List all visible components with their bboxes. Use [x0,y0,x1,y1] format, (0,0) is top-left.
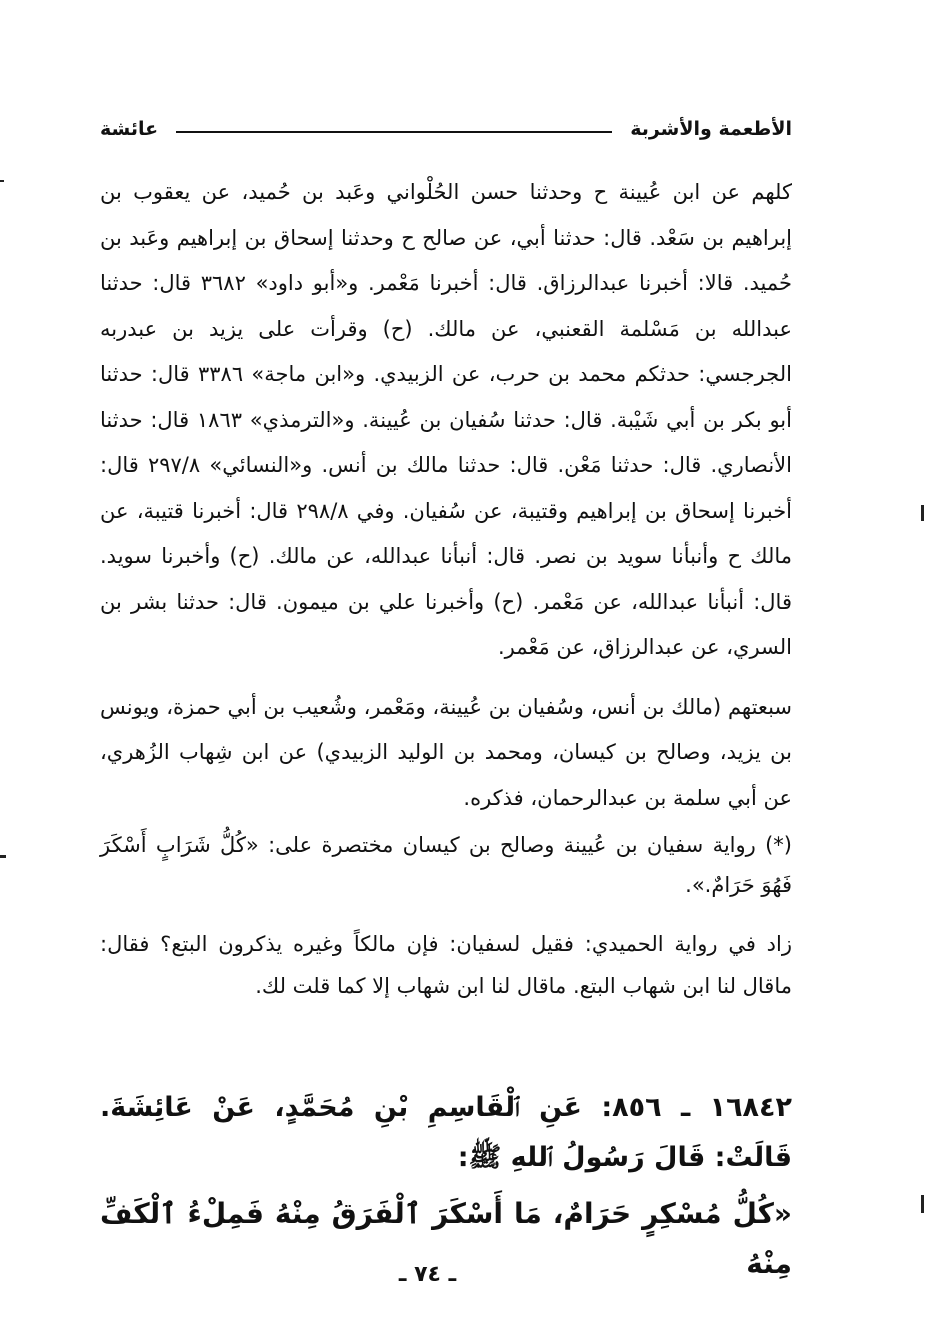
hadith-block [100,1083,792,1289]
takhrij-paragraph: كلهم عن ابن عُيينة ح وحدثنا حسن الحُلْواني وعَبد بن حُميد، عن يعقوب بن إبراهيم بن سَعْد. قال: حدثنا أبي، عن صالح ح وحدثنا إسحاق بن إبراهيم وعَبد بن حُميد. قالا: أخبرنا عبدالرزاق. قال: أخبرنا مَعْمر. و«أبو داود» ٣٦٨٢ قال: حدثنا عبدالله بن مَسْلمة القعنبي، عن مالك. (ح) وقرأت على يزيد بن عبدربه الجرجسي: حدثكم محمد بن حرب، عن الزبيدي. و«ابن ماجة» ٣٣٨٦ قال: حدثنا أبو بكر بن أبي شَيْبة. قال: حدثنا سُفيان بن عُيينة. و«الترمذي» ١٨٦٣ قال: حدثنا الأنصاري. قال: حدثنا مَعْن. قال: حدثنا مالك بن أنس. و«النسائي» ٢٩٧/٨ قال: أخبرنا إسحاق بن إبراهيم وقتيبة، عن سُفيان. وفي ٢٩٨/٨ قال: أخبرنا قتيبة، عن مالك ح وأنبأنا سويد بن نصر. قال: أنبأنا عبدالله، عن مالك. (ح) وأخبرنا سويد. قال: أنبأنا عبدالله، عن مَعْمر. (ح) وأخبرنا علي بن ميمون. قال: حدثنا بشر بن السري، عن عبدالرزاق، عن مَعْمر. [100,180,793,659]
narrator-name: عائشة [100,118,159,140]
chapter-title: الأطعمة والأشربة [630,118,792,140]
takhrij-text [100,170,792,1007]
scan-margin-mark [921,1195,924,1213]
header-rule [176,131,612,133]
addition-paragraph: زاد في رواية الحميدي: فقيل لسفيان: فإن مالكاً وغيره يذكرون البتع؟ فقال: ماقال لنا ابن شهاب البتع. ماقال لنا ابن شهاب إلا كما قلت لك. [100,932,792,998]
page-number: ـ ٧٤ ـ [398,1262,457,1287]
scan-margin-mark [0,180,4,182]
summary-paragraph: سبعتهم (مالك بن أنس، وسُفيان بن عُيينة، ومَعْمر، وشُعيب بن أبي حمزة، ويونس بن يزيد، وصالح بن كيسان، ومحمد بن الوليد الزبيدي) عن ابن شِهاب الزُهري، عن أبي سلمة بن عبدالرحمان، فذكره. [100,694,792,810]
hadith-matn: «كُلُّ مُسْكِرٍ حَرَامٌ، مَا أَسْكَرَ ٱلْفَرَقُ مِنْهُ فَمِلْءُ ٱلْكَفِّ مِنْهُ [100,1197,792,1280]
scan-margin-mark [0,855,6,858]
hadith-isnad: ١٦٨٤٢ ـ ٨٥٦: عَنِ ٱلْقَاسِمِ بْنِ مُحَمَّدٍ، عَنْ عَائِشَةَ. قَالَتْ: قَالَ رَسُولُ ٱللهِ ﷺ: [100,1092,792,1173]
running-header [100,112,792,146]
footnote-paragraph: (*) رواية سفيان بن عُيينة وصالح بن كيسان مختصرة على: «كُلُّ شَرَابٍ أَسْكَرَ فَهُوَ حَرَامٌ.». [100,833,792,897]
scan-margin-mark [921,505,924,521]
